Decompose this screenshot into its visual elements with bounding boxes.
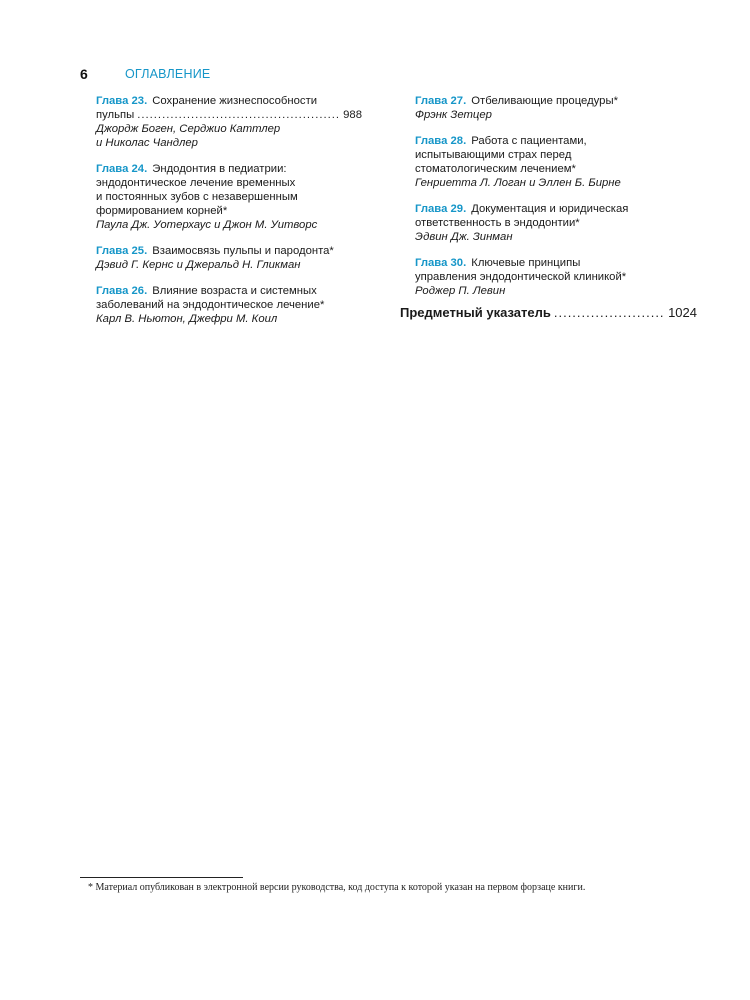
toc-left-column: [96, 94, 362, 338]
toc-right-column: [415, 94, 699, 310]
chapter-title-line: управления эндодонтической клиникой*: [415, 271, 627, 283]
index-page: 1024: [668, 305, 697, 320]
running-head: ОГЛАВЛЕНИЕ: [125, 67, 211, 81]
chapter-title-line: испытывающими страх перед: [415, 149, 572, 161]
page-number: 6: [80, 66, 88, 82]
chapter-authors: Карл В. Ньютон, Джефри М. Коил: [96, 313, 278, 325]
chapter-authors: Генриетта Л. Логан и Эллен Б. Бирне: [415, 177, 621, 189]
toc-entry-26[interactable]: [96, 284, 362, 326]
toc-entry-24[interactable]: [96, 162, 362, 232]
toc-entry-23[interactable]: [96, 94, 362, 150]
chapter-authors: Джордж Боген, Серджио Каттлер: [96, 123, 281, 135]
chapter-title: Влияние возраста и системных: [152, 285, 317, 297]
chapter-authors: Дэвид Г. Кернс и Джеральд Н. Гликман: [96, 259, 301, 271]
toc-entry-25[interactable]: [96, 244, 362, 272]
chapter-title-continued: пульпы: [96, 109, 135, 121]
toc-entry-28[interactable]: [415, 134, 699, 190]
chapter-title: Работа с пациентами,: [471, 135, 587, 147]
chapter-title: Ключевые принципы: [471, 257, 581, 269]
chapter-title-line: и постоянных зубов с незавершенным: [96, 191, 298, 203]
chapter-label: Глава 25.: [96, 245, 148, 257]
chapter-label: Глава 29.: [415, 203, 467, 215]
chapter-title: Документация и юридическая: [471, 203, 629, 215]
chapter-title: Взаимосвязь пульпы и пародонта*: [152, 245, 334, 257]
chapter-title-line: стоматологическим лечением*: [415, 163, 576, 175]
footnote: * Материал опубликован в электронной версии руководства, код доступа к которой указан на первом форзаце книги.: [88, 882, 586, 893]
chapter-authors: Паула Дж. Уотерхаус и Джон М. Уитворс: [96, 219, 318, 231]
chapter-authors: и Николас Чандлер: [96, 137, 198, 149]
toc-entry-29[interactable]: [415, 202, 699, 244]
chapter-page: 988: [343, 109, 362, 121]
chapter-authors: Фрэнк Зетцер: [415, 109, 492, 121]
chapter-title: Отбеливающие процедуры*: [471, 95, 618, 107]
leader-dots: [554, 305, 665, 320]
chapter-label: Глава 24.: [96, 163, 148, 175]
chapter-title: Сохранение жизнеспособности: [152, 95, 318, 107]
chapter-title-line: формированием корней*: [96, 205, 228, 217]
index-label: Предметный указатель: [400, 305, 551, 320]
toc-entry-30[interactable]: [415, 256, 699, 298]
toc-entry-27[interactable]: [415, 94, 699, 122]
chapter-title: Эндодонтия в педиатрии:: [152, 163, 287, 175]
chapter-title-line: эндодонтическое лечение временных: [96, 177, 296, 189]
footnote-divider: [80, 877, 243, 878]
chapter-authors: Эдвин Дж. Зинман: [415, 231, 513, 243]
chapter-label: Глава 27.: [415, 95, 467, 107]
chapter-label: Глава 30.: [415, 257, 467, 269]
toc-entry-index[interactable]: [400, 305, 697, 320]
chapter-title-line: ответственность в эндодонтии*: [415, 217, 580, 229]
chapter-label: Глава 23.: [96, 95, 148, 107]
leader-dots: [137, 108, 340, 122]
chapter-label: Глава 26.: [96, 285, 148, 297]
chapter-title-line: заболеваний на эндодонтическое лечение*: [96, 299, 325, 311]
chapter-authors: Роджер П. Левин: [415, 285, 506, 297]
chapter-label: Глава 28.: [415, 135, 467, 147]
